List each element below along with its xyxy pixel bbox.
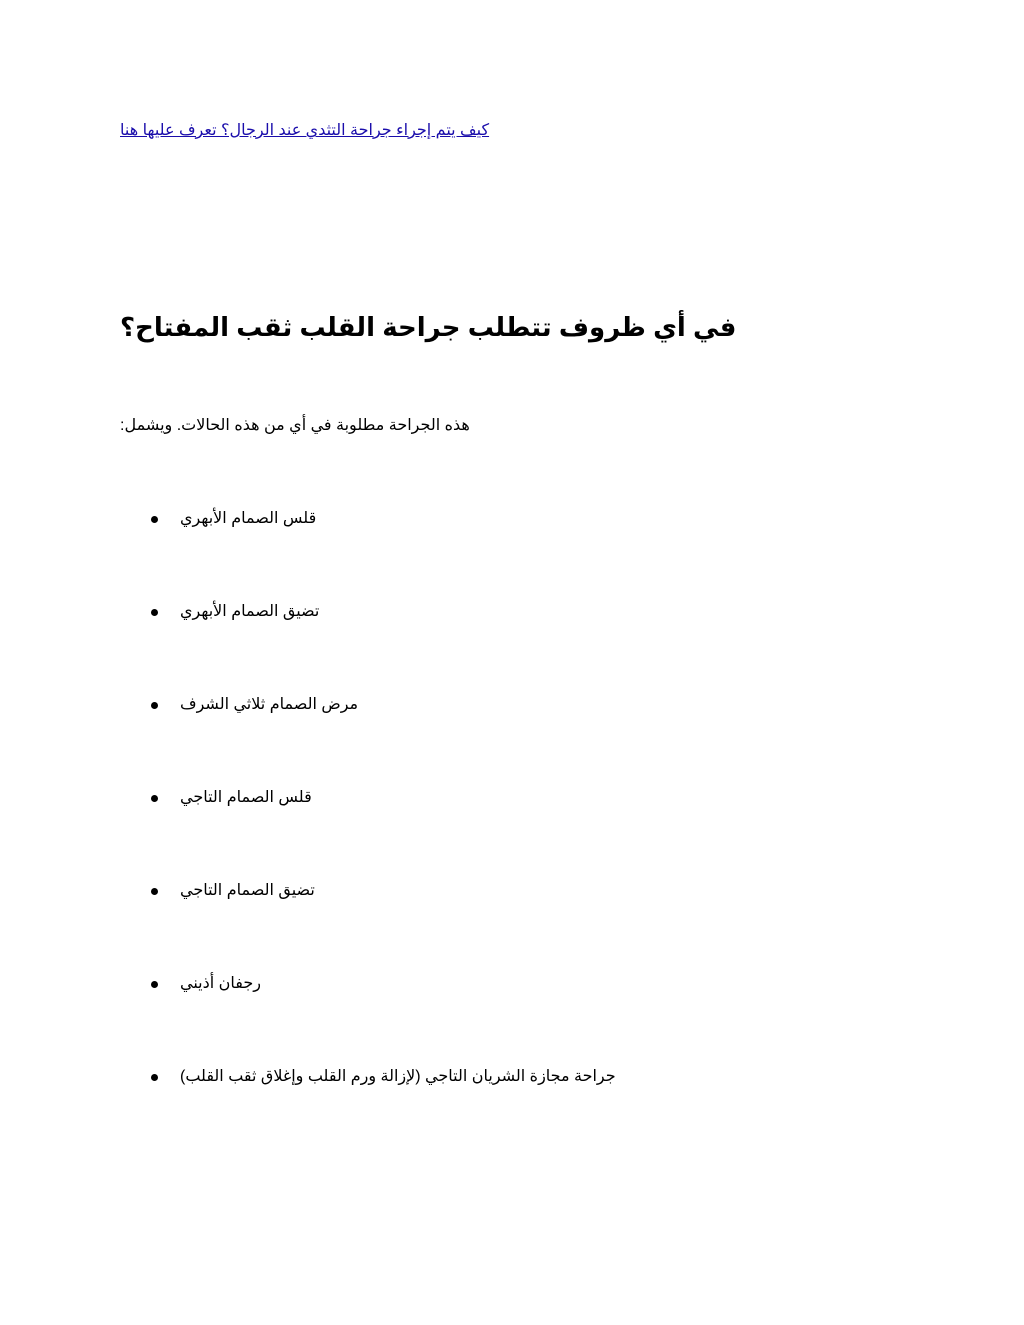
bullet-icon [151, 981, 158, 988]
list-item [120, 1066, 640, 1088]
bullet-icon [151, 888, 158, 895]
bullet-icon [151, 516, 158, 523]
list-item-text: مرض الصمام ثلاثي الشرف [180, 696, 359, 713]
list-item-text: جراحة مجازة الشريان التاجي (لإزالة ورم القلب وإغلاق ثقب القلب) [180, 1068, 616, 1085]
list-item-text: قلس الصمام الأبهري [180, 510, 317, 527]
list-item [120, 694, 640, 716]
bullet-icon [151, 1074, 158, 1081]
list-item-text: قلس الصمام التاجي [180, 789, 312, 806]
section-heading: في أي ظروف تتطلب جراحة القلب ثقب المفتاح؟ [120, 312, 737, 342]
intro-paragraph: هذه الجراحة مطلوبة في أي من هذه الحالات. ويشمل: [120, 417, 470, 434]
list-item [120, 880, 640, 902]
bullet-icon [151, 795, 158, 802]
list-item [120, 601, 640, 623]
bullet-icon [151, 702, 158, 709]
list-item-text: تضيق الصمام التاجي [180, 882, 315, 899]
list-item-text: تضيق الصمام الأبهري [180, 603, 320, 620]
bullet-icon [151, 609, 158, 616]
gynecomastia-article-link[interactable]: كيف يتم إجراء جراحة التثدي عند الرجال؟ تعرف عليها هنا [120, 122, 490, 139]
list-item [120, 508, 640, 530]
list-item [120, 973, 640, 995]
list-item-text: رجفان أذيني [180, 975, 261, 992]
list-item [120, 787, 640, 809]
